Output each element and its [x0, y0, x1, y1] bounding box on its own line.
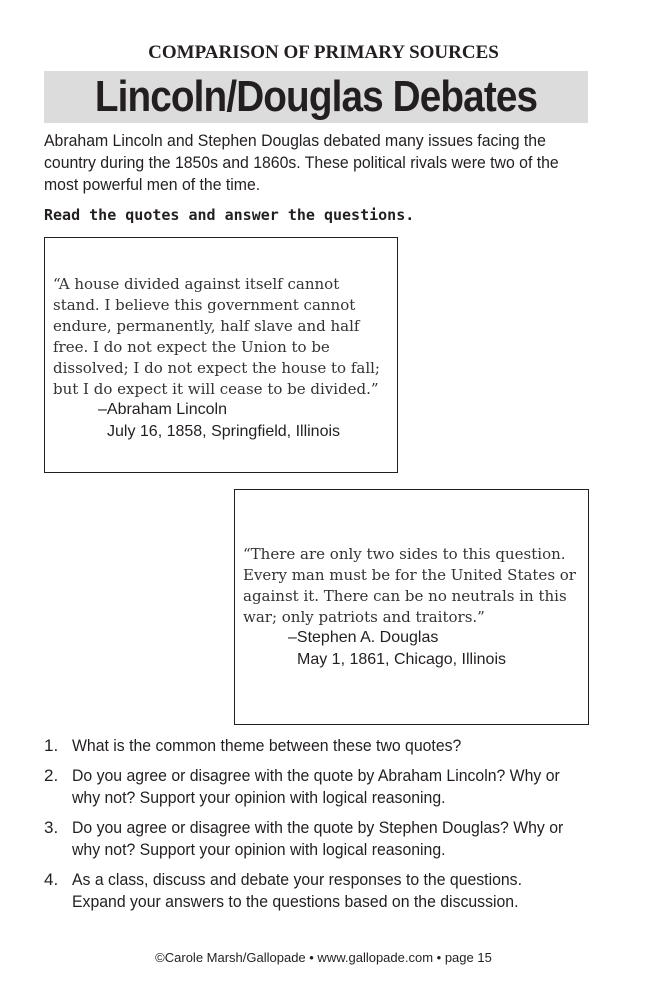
question-line: As a class, discuss and debate your responses to the questions. — [72, 870, 522, 889]
question-number: 2. — [44, 766, 59, 785]
quote-line: free. I do not expect the Union to be — [53, 338, 330, 356]
quote-text — [53, 274, 380, 400]
quote-line: war; only patriots and traitors.” — [243, 608, 485, 626]
page-footer: ©Carole Marsh/Gallopade • www.gallopade.com • page 15 — [155, 950, 492, 965]
quote-attribution — [288, 627, 506, 671]
title-bar — [44, 71, 588, 123]
quote-line: dissolved; I do not expect the house to fall; — [53, 359, 380, 377]
quote-line: “There are only two sides to this question. — [243, 545, 566, 563]
quote-box-douglas — [234, 489, 589, 725]
quote-line: against it. There can be no neutrals in this — [243, 587, 567, 605]
question-line: What is the common theme between these two quotes? — [72, 736, 462, 755]
instructions: Read the quotes and answer the questions. — [44, 206, 415, 224]
quote-line: stand. I believe this government cannot — [53, 296, 356, 314]
question-line: why not? Support your opinion with logical reasoning. — [72, 840, 446, 859]
quote-line: endure, permanently, half slave and half — [53, 317, 360, 335]
quote-date: May 1, 1861, Chicago, Illinois — [297, 651, 506, 668]
section-kicker: COMPARISON OF PRIMARY SOURCES — [148, 42, 499, 63]
quote-text — [243, 544, 576, 628]
quote-author: –Abraham Lincoln — [98, 401, 227, 418]
quote-date: July 16, 1858, Springfield, Illinois — [107, 423, 341, 440]
question-number: 3. — [44, 818, 59, 837]
intro-line: most powerful men of the time. — [44, 175, 261, 194]
question-line: Do you agree or disagree with the quote by Abraham Lincoln? Why or — [72, 766, 560, 785]
question-item — [44, 869, 614, 913]
question-number: 4. — [44, 870, 59, 889]
intro-line: Abraham Lincoln and Stephen Douglas debated many issues facing the — [44, 131, 546, 150]
intro-line: country during the 1850s and 1860s. These political rivals were two of the — [44, 153, 559, 172]
question-number: 1. — [44, 736, 59, 755]
question-line: Do you agree or disagree with the quote by Stephen Douglas? Why or — [72, 818, 564, 837]
question-line: Expand your answers to the questions based on the discussion. — [72, 892, 519, 911]
question-list — [44, 735, 614, 921]
question-line: why not? Support your opinion with logical reasoning. — [72, 788, 446, 807]
quote-author: –Stephen A. Douglas — [288, 629, 439, 646]
quote-line: but I do expect it will cease to be divided.” — [53, 380, 379, 398]
quote-line: Every man must be for the United States or — [243, 566, 576, 584]
question-item — [44, 735, 614, 757]
quote-attribution — [98, 399, 340, 443]
quote-line: “A house divided against itself cannot — [53, 275, 340, 293]
page-title: Lincoln/Douglas Debates — [94, 72, 538, 121]
question-item — [44, 817, 614, 861]
question-item — [44, 765, 614, 809]
intro-paragraph — [44, 130, 604, 196]
quote-box-lincoln — [44, 237, 398, 473]
